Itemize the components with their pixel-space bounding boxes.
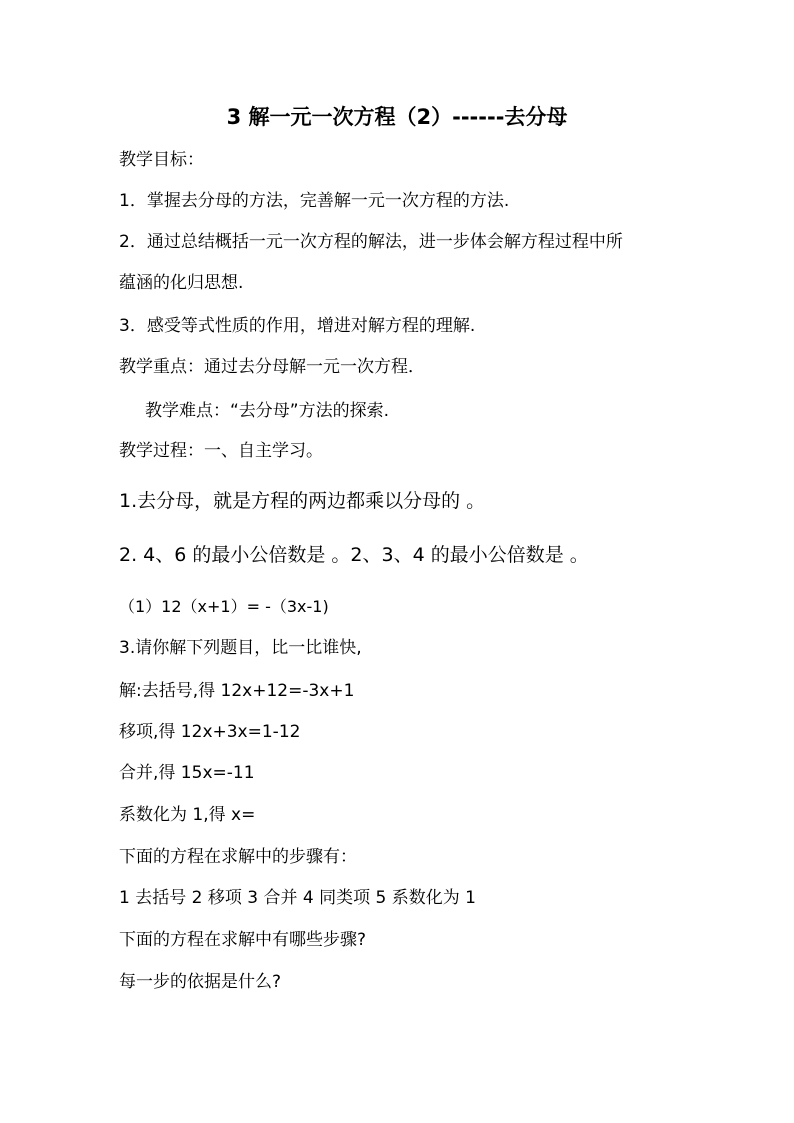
question-steps: 下面的方程在求解中有哪些步骤? [119,930,367,950]
question-1: 1.去分母，就是方程的两边都乘以分母的 。 [119,490,486,512]
question-2: 2. 4、6 的最小公倍数是 。2、3、4 的最小公倍数是 。 [119,544,589,566]
objective-item-2-continued: 蕴涵的化归思想. [119,273,244,293]
steps-intro: 下面的方程在求解中的步骤有： [119,847,357,867]
objective-item-3: 3．感受等式性质的作用，增进对解方程的理解. [119,316,476,336]
teaching-process: 教学过程：一、自主学习。 [119,441,323,461]
difficulty: 教学难点：“去分母”方法的探索. [145,401,390,421]
document-title: 3 解一元一次方程（2）------去分母 [226,105,568,129]
solution-step-expand: 解:去括号,得 12x+12=-3x+1 [119,681,355,701]
solution-step-transpose: 移项,得 12x+3x=1-12 [119,722,301,742]
objectives-heading: 教学目标： [119,150,204,170]
equation-1: （1）12（x+1）= -（3x-1) [119,597,329,616]
question-basis: 每一步的依据是什么? [119,972,282,992]
objective-item-1: 1．掌握去分母的方法，完善解一元一次方程的方法. [119,191,510,211]
solution-step-combine: 合并,得 15x=-11 [119,763,255,783]
solution-step-coefficient: 系数化为 1,得 x= [119,805,256,825]
steps-list: 1 去括号 2 移项 3 合并 4 同类项 5 系数化为 1 [119,888,476,908]
objective-item-2: 2．通过总结概括一元一次方程的解法，进一步体会解方程过程中所 [119,232,623,252]
key-point: 教学重点：通过去分母解一元一次方程． [119,357,425,377]
question-3: 3.请你解下列题目，比一比谁快, [119,638,362,658]
